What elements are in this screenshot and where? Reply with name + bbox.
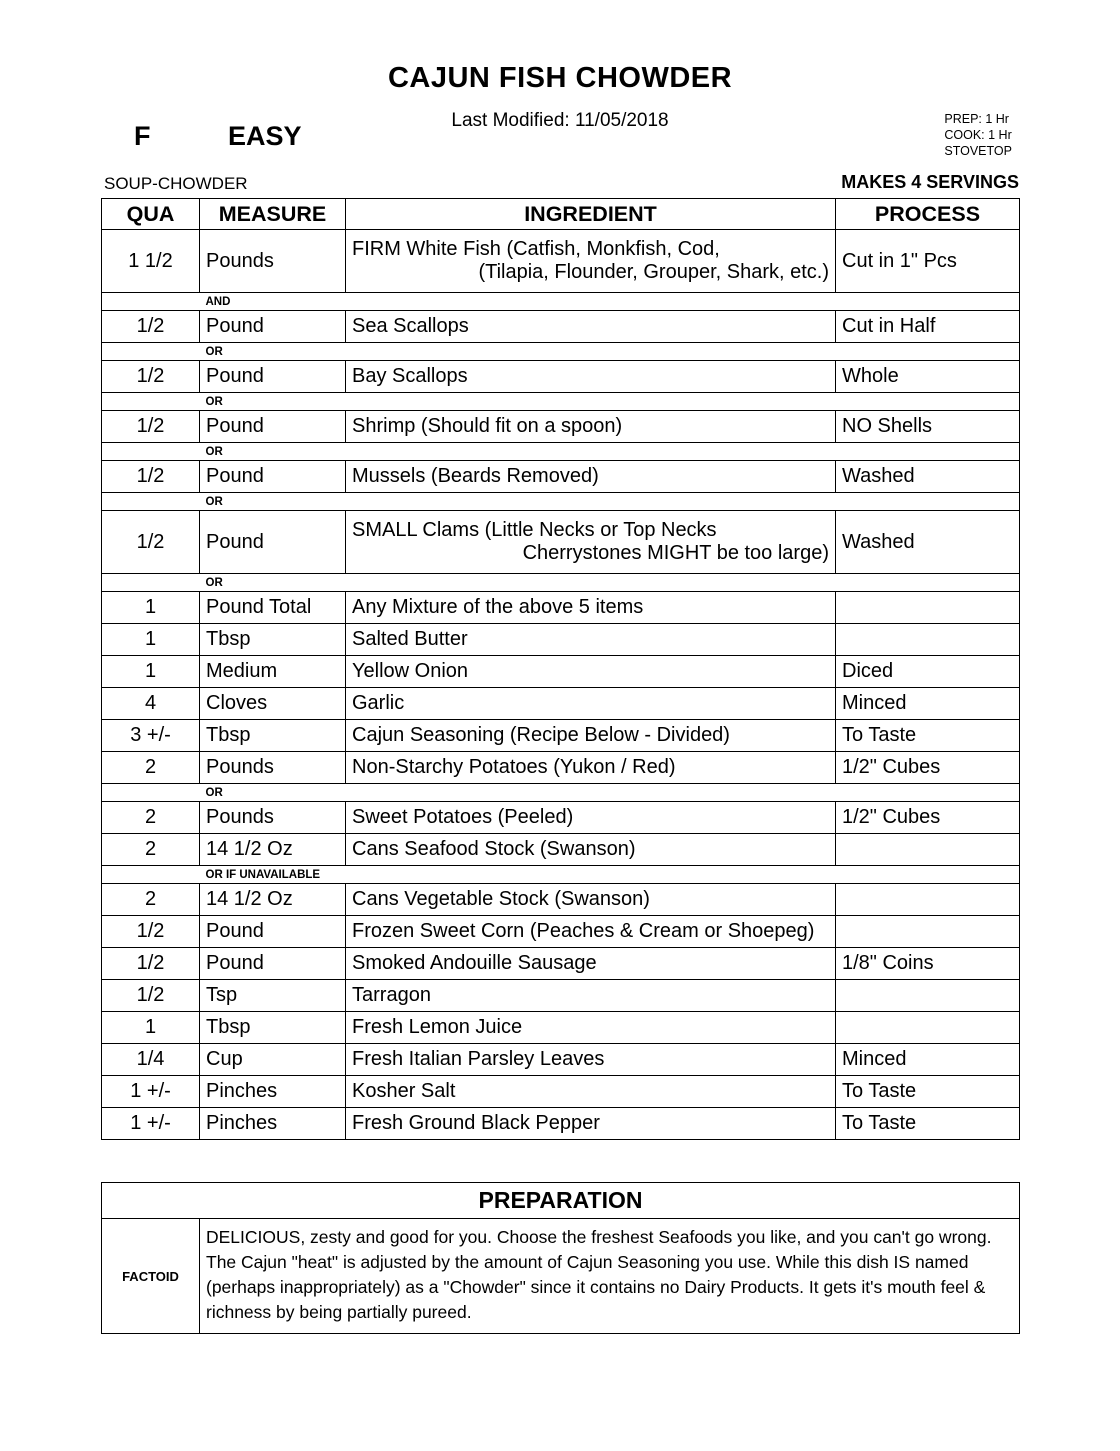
difficulty-letter: F [134, 121, 151, 151]
connector-text: AND [200, 293, 346, 311]
cell-measure: Pound [200, 511, 346, 574]
table-row [102, 511, 1020, 574]
cell-quantity: 4 [102, 688, 200, 720]
connector-process-cell [836, 784, 1020, 802]
connector-row [102, 866, 1020, 884]
connector-text: OR [200, 343, 346, 361]
cell-ingredient: Fresh Lemon Juice [346, 1012, 836, 1044]
cell-process: To Taste [836, 1076, 1020, 1108]
cell-measure: Tbsp [200, 720, 346, 752]
cell-measure: Pound [200, 411, 346, 443]
cell-measure: Pounds [200, 752, 346, 784]
cell-process: 1/8" Coins [836, 948, 1020, 980]
table-row [102, 1044, 1020, 1076]
cooking-method: STOVETOP [944, 144, 1012, 158]
cell-measure: Medium [200, 656, 346, 688]
connector-qua-cell [102, 784, 200, 802]
cell-process: Cut in Half [836, 311, 1020, 343]
cell-measure: Pound [200, 948, 346, 980]
table-row [102, 624, 1020, 656]
cell-quantity: 2 [102, 802, 200, 834]
connector-process-cell [836, 493, 1020, 511]
cell-ingredient: Shrimp (Should fit on a spoon) [346, 411, 836, 443]
cell-ingredient: Non-Starchy Potatoes (Yukon / Red) [346, 752, 836, 784]
cell-process [836, 980, 1020, 1012]
cell-ingredient: Mussels (Beards Removed) [346, 461, 836, 493]
connector-ingredient-cell [346, 393, 836, 411]
table-row [102, 884, 1020, 916]
connector-qua-cell [102, 393, 200, 411]
cell-ingredient: Smoked Andouille Sausage [346, 948, 836, 980]
connector-qua-cell [102, 866, 200, 884]
connector-qua-cell [102, 293, 200, 311]
cell-quantity: 1 [102, 592, 200, 624]
table-row [102, 1076, 1020, 1108]
cell-process: Washed [836, 511, 1020, 574]
connector-process-cell [836, 343, 1020, 361]
table-row [102, 834, 1020, 866]
table-row [102, 688, 1020, 720]
cell-process [836, 916, 1020, 948]
cell-quantity: 1/2 [102, 948, 200, 980]
connector-row [102, 493, 1020, 511]
cell-measure: Pound [200, 361, 346, 393]
cell-ingredient: Tarragon [346, 980, 836, 1012]
ingredients-table [101, 198, 1020, 1140]
cell-ingredient: Any Mixture of the above 5 items [346, 592, 836, 624]
connector-ingredient-cell [346, 293, 836, 311]
connector-qua-cell [102, 493, 200, 511]
cell-measure: 14 1/2 Oz [200, 884, 346, 916]
connector-text: OR [200, 784, 346, 802]
table-row [102, 1108, 1020, 1140]
cell-process: Minced [836, 1044, 1020, 1076]
preparation-heading-row [102, 1183, 1020, 1219]
cell-ingredient: Sweet Potatoes (Peeled) [346, 802, 836, 834]
cell-process: Minced [836, 688, 1020, 720]
cell-ingredient: SMALL Clams (Little Necks or Top Necks Cherrystones MIGHT be too large) [346, 511, 836, 574]
connector-text: OR IF UNAVAILABLE [200, 866, 346, 884]
cell-quantity: 1 [102, 656, 200, 688]
cell-process [836, 624, 1020, 656]
connector-ingredient-cell [346, 493, 836, 511]
cell-quantity: 1 +/- [102, 1108, 200, 1140]
cell-ingredient: Fresh Ground Black Pepper [346, 1108, 836, 1140]
cell-quantity: 2 [102, 752, 200, 784]
cell-ingredient: Kosher Salt [346, 1076, 836, 1108]
cell-ingredient: Fresh Italian Parsley Leaves [346, 1044, 836, 1076]
connector-process-cell [836, 443, 1020, 461]
connector-qua-cell [102, 574, 200, 592]
connector-ingredient-cell [346, 866, 836, 884]
preparation-heading: PREPARATION [102, 1183, 1020, 1219]
cell-quantity: 3 +/- [102, 720, 200, 752]
table-row [102, 948, 1020, 980]
cell-quantity: 1/2 [102, 511, 200, 574]
table-row [102, 461, 1020, 493]
cell-ingredient: Bay Scallops [346, 361, 836, 393]
connector-process-cell [836, 866, 1020, 884]
cell-quantity: 1/2 [102, 411, 200, 443]
cell-quantity: 1 [102, 1012, 200, 1044]
connector-text: OR [200, 443, 346, 461]
cell-measure: Pounds [200, 230, 346, 293]
cell-quantity: 1/4 [102, 1044, 200, 1076]
cell-process [836, 884, 1020, 916]
cell-process [836, 592, 1020, 624]
cell-process: To Taste [836, 1108, 1020, 1140]
cell-measure: Cup [200, 1044, 346, 1076]
cell-quantity: 2 [102, 884, 200, 916]
last-modified-text: Last Modified: 11/05/2018 [451, 110, 669, 131]
cell-measure: 14 1/2 Oz [200, 834, 346, 866]
table-row [102, 230, 1020, 293]
cell-process: Washed [836, 461, 1020, 493]
factoid-label: FACTOID [102, 1219, 200, 1334]
cook-time: COOK: 1 Hr [944, 128, 1012, 142]
connector-row [102, 393, 1020, 411]
connector-row [102, 443, 1020, 461]
cell-process [836, 834, 1020, 866]
table-row [102, 592, 1020, 624]
column-header-qua: QUA [102, 199, 200, 230]
prep-time: PREP: 1 Hr [944, 112, 1009, 126]
connector-row [102, 293, 1020, 311]
table-row [102, 311, 1020, 343]
connector-text: OR [200, 574, 346, 592]
table-row [102, 1012, 1020, 1044]
page-title: CAJUN FISH CHOWDER [387, 62, 733, 94]
factoid-text: DELICIOUS, zesty and good for you. Choose the freshest Seafoods you like, and you can't go wrong. The Cajun "heat" is adjusted by the amount of Cajun Seasoning you use. While this dish IS named (perhaps inappropriately) as a "Chowder" since it contains no Dairy Products. It gets it's mouth feel & richness by being partially pureed. [200, 1219, 1020, 1334]
connector-ingredient-cell [346, 784, 836, 802]
connector-text: OR [200, 393, 346, 411]
cell-process: Diced [836, 656, 1020, 688]
cell-quantity: 1/2 [102, 461, 200, 493]
table-row [102, 720, 1020, 752]
cell-measure: Pounds [200, 802, 346, 834]
cell-ingredient: Cajun Seasoning (Recipe Below - Divided) [346, 720, 836, 752]
cell-quantity: 1 [102, 624, 200, 656]
connector-row [102, 574, 1020, 592]
cell-ingredient: FIRM White Fish (Catfish, Monkfish, Cod, (Tilapia, Flounder, Grouper, Shark, etc.) [346, 230, 836, 293]
cell-measure: Tbsp [200, 1012, 346, 1044]
cell-process: 1/2" Cubes [836, 752, 1020, 784]
cell-process: Whole [836, 361, 1020, 393]
table-row [102, 980, 1020, 1012]
cell-process: To Taste [836, 720, 1020, 752]
cell-measure: Tbsp [200, 624, 346, 656]
connector-ingredient-cell [346, 443, 836, 461]
preparation-table [101, 1182, 1020, 1334]
table-row [102, 361, 1020, 393]
column-header-measure: MEASURE [200, 199, 346, 230]
cell-process: NO Shells [836, 411, 1020, 443]
cell-quantity: 1 +/- [102, 1076, 200, 1108]
table-row [102, 656, 1020, 688]
cell-quantity: 1 1/2 [102, 230, 200, 293]
cell-measure: Pinches [200, 1108, 346, 1140]
cell-ingredient: Frozen Sweet Corn (Peaches & Cream or Shoepeg) [346, 916, 836, 948]
cell-ingredient: Cans Seafood Stock (Swanson) [346, 834, 836, 866]
recipe-category: SOUP-CHOWDER [104, 174, 248, 193]
connector-process-cell [836, 574, 1020, 592]
cell-ingredient: Cans Vegetable Stock (Swanson) [346, 884, 836, 916]
cell-ingredient: Salted Butter [346, 624, 836, 656]
cell-process: Cut in 1" Pcs [836, 230, 1020, 293]
connector-qua-cell [102, 443, 200, 461]
timing-meta [944, 111, 1012, 159]
factoid-row [102, 1219, 1020, 1334]
servings-label: MAKES 4 SERVINGS [841, 172, 1019, 192]
table-row [102, 916, 1020, 948]
cell-quantity: 1/2 [102, 916, 200, 948]
cell-quantity: 2 [102, 834, 200, 866]
table-row [102, 802, 1020, 834]
column-header-process: PROCESS [836, 199, 1020, 230]
table-row [102, 752, 1020, 784]
connector-row [102, 784, 1020, 802]
cell-measure: Tsp [200, 980, 346, 1012]
difficulty-label: EASY [228, 121, 302, 151]
connector-process-cell [836, 393, 1020, 411]
cell-measure: Pound Total [200, 592, 346, 624]
table-row [102, 411, 1020, 443]
cell-quantity: 1/2 [102, 361, 200, 393]
cell-measure: Pound [200, 916, 346, 948]
cell-ingredient: Garlic [346, 688, 836, 720]
table-header-row [102, 199, 1020, 230]
cell-measure: Pound [200, 311, 346, 343]
cell-process [836, 1012, 1020, 1044]
cell-measure: Pound [200, 461, 346, 493]
connector-ingredient-cell [346, 574, 836, 592]
connector-ingredient-cell [346, 343, 836, 361]
cell-quantity: 1/2 [102, 311, 200, 343]
connector-process-cell [836, 293, 1020, 311]
column-header-ingredient: INGREDIENT [346, 199, 836, 230]
cell-quantity: 1/2 [102, 980, 200, 1012]
connector-row [102, 343, 1020, 361]
cell-process: 1/2" Cubes [836, 802, 1020, 834]
cell-ingredient: Sea Scallops [346, 311, 836, 343]
cell-ingredient: Yellow Onion [346, 656, 836, 688]
cell-measure: Cloves [200, 688, 346, 720]
cell-measure: Pinches [200, 1076, 346, 1108]
connector-text: OR [200, 493, 346, 511]
connector-qua-cell [102, 343, 200, 361]
